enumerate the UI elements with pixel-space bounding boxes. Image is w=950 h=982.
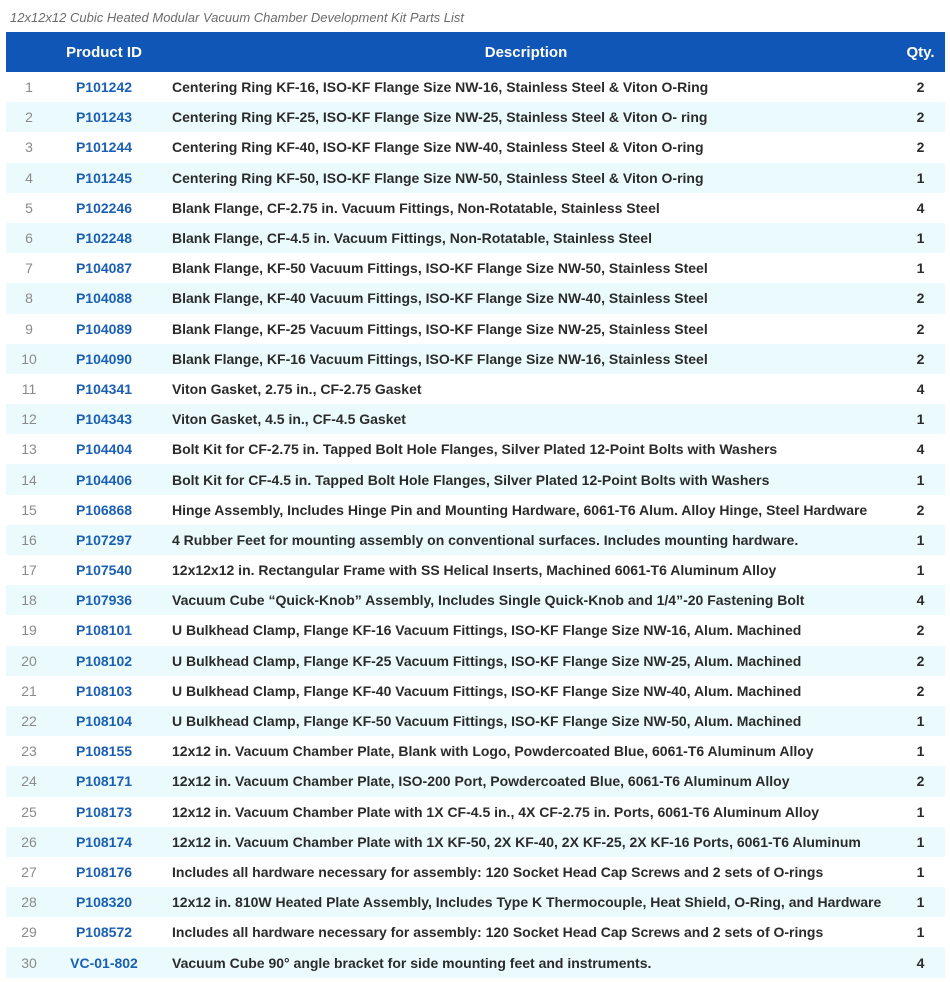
- description: 12x12 in. Vacuum Chamber Plate, ISO-200 Port, Powdercoated Blue, 6061-T6 Aluminum Alloy: [172, 773, 790, 790]
- product-id: P104089: [75, 320, 133, 337]
- product-id: P104090: [75, 350, 133, 367]
- row-number: 26: [21, 833, 37, 850]
- table-row: [6, 736, 945, 766]
- description: Hinge Assembly, Includes Hinge Pin and Mounting Hardware, 6061-T6 Alum. Alloy Hinge, Steel Hardware: [172, 501, 868, 518]
- product-id: P104343: [75, 411, 133, 428]
- quantity: 1: [916, 411, 925, 428]
- product-id: P104406: [75, 471, 133, 488]
- table-row: [6, 706, 945, 736]
- description: 12x12x12 in. Rectangular Frame with SS Helical Inserts, Machined 6061-T6 Aluminum Alloy: [172, 562, 777, 579]
- quantity: 1: [916, 471, 925, 488]
- table-row: [6, 132, 945, 162]
- description: Includes all hardware necessary for assembly: 120 Socket Head Cap Screws and 2 sets of O-rings: [172, 924, 824, 941]
- table-row: [6, 72, 945, 102]
- table-row: [6, 525, 945, 555]
- description: 12x12 in. Vacuum Chamber Plate with 1X KF-50, 2X KF-40, 2X KF-25, 2X KF-16 Ports, 6061-T6 Aluminum: [172, 833, 861, 850]
- row-number: 23: [21, 743, 37, 760]
- description: Includes all hardware necessary for assembly: 120 Socket Head Cap Screws and 2 sets of O-rings: [172, 863, 824, 880]
- quantity: 4: [916, 199, 925, 216]
- quantity: 1: [916, 863, 925, 880]
- header-product-id: Product ID: [66, 43, 142, 61]
- table-row: [6, 585, 945, 615]
- row-number: 16: [21, 531, 37, 548]
- row-number: 2: [25, 109, 33, 126]
- row-number: 17: [21, 562, 37, 579]
- table-row: [6, 676, 945, 706]
- row-number: 9: [25, 320, 33, 337]
- table-row: [6, 827, 945, 857]
- row-number: 10: [21, 350, 37, 367]
- description: U Bulkhead Clamp, Flange KF-50 Vacuum Fittings, ISO-KF Flange Size NW-50, Alum. Machined: [172, 713, 802, 730]
- quantity: 1: [916, 260, 925, 277]
- table-row: [6, 163, 945, 193]
- quantity: 1: [916, 803, 925, 820]
- product-id: P104404: [75, 441, 133, 458]
- table-row: [6, 102, 945, 132]
- product-id: P108320: [75, 894, 133, 911]
- row-number: 24: [21, 773, 37, 790]
- product-id: VC-01-802: [70, 954, 138, 971]
- quantity: 2: [916, 682, 925, 699]
- quantity: 4: [916, 380, 925, 397]
- description: Blank Flange, KF-16 Vacuum Fittings, ISO-KF Flange Size NW-16, Stainless Steel: [172, 350, 708, 367]
- description: U Bulkhead Clamp, Flange KF-16 Vacuum Fittings, ISO-KF Flange Size NW-16, Alum. Machined: [172, 622, 802, 639]
- description: Bolt Kit for CF-2.75 in. Tapped Bolt Hole Flanges, Silver Plated 12-Point Bolts with Washers: [172, 441, 778, 458]
- product-id: P108155: [75, 743, 133, 760]
- table-row: [6, 344, 945, 374]
- table-row: [6, 555, 945, 585]
- table-row: [6, 947, 945, 977]
- description: U Bulkhead Clamp, Flange KF-40 Vacuum Fittings, ISO-KF Flange Size NW-40, Alum. Machined: [172, 682, 802, 699]
- product-id: P108104: [75, 713, 133, 730]
- quantity: 1: [916, 230, 925, 247]
- row-number: 4: [25, 169, 33, 186]
- description: Vacuum Cube “Quick-Knob” Assembly, Includes Single Quick-Knob and 1/4”-20 Fastening Bolt: [172, 592, 805, 609]
- table-row: [6, 917, 945, 947]
- row-number: 21: [21, 682, 37, 699]
- table-row: [6, 615, 945, 645]
- row-number: 13: [21, 441, 37, 458]
- header-qty: Qty.: [906, 43, 935, 61]
- product-id: P108173: [75, 803, 133, 820]
- row-number: 18: [21, 592, 37, 609]
- quantity: 4: [916, 954, 925, 971]
- product-id: P107936: [75, 592, 133, 609]
- description: Blank Flange, CF-2.75 in. Vacuum Fittings, Non-Rotatable, Stainless Steel: [172, 199, 660, 216]
- row-number: 1: [25, 79, 33, 96]
- product-id: P104087: [75, 260, 133, 277]
- description: Viton Gasket, 4.5 in., CF-4.5 Gasket: [172, 411, 406, 428]
- table-header-row: [6, 32, 945, 72]
- quantity: 4: [916, 441, 925, 458]
- quantity: 1: [916, 743, 925, 760]
- quantity: 1: [916, 894, 925, 911]
- quantity: 1: [916, 531, 925, 548]
- table-caption: 12x12x12 Cubic Heated Modular Vacuum Chamber Development Kit Parts List: [10, 10, 465, 25]
- product-id: P102246: [75, 199, 133, 216]
- product-id: P107540: [75, 562, 133, 579]
- row-number: 7: [25, 260, 33, 277]
- table-row: [6, 646, 945, 676]
- row-number: 20: [21, 652, 37, 669]
- table-row: [6, 223, 945, 253]
- quantity: 2: [916, 773, 925, 790]
- row-number: 27: [21, 863, 37, 880]
- product-id: P108171: [75, 773, 133, 790]
- product-id: P108102: [75, 652, 133, 669]
- table-row: [6, 464, 945, 494]
- description: 12x12 in. 810W Heated Plate Assembly, Includes Type K Thermocouple, Heat Shield, O-Ring, and Hardware: [172, 894, 882, 911]
- description: Blank Flange, CF-4.5 in. Vacuum Fittings, Non-Rotatable, Stainless Steel: [172, 230, 652, 247]
- table-row: [6, 283, 945, 313]
- description: Vacuum Cube 90° angle bracket for side mounting feet and instruments.: [172, 954, 652, 971]
- quantity: 1: [916, 713, 925, 730]
- row-number: 3: [25, 139, 33, 156]
- row-number: 6: [25, 230, 33, 247]
- description: Bolt Kit for CF-4.5 in. Tapped Bolt Hole Flanges, Silver Plated 12-Point Bolts with Washers: [172, 471, 770, 488]
- row-number: 12: [21, 411, 37, 428]
- quantity: 2: [916, 109, 925, 126]
- product-id: P101244: [75, 139, 133, 156]
- header-row-number: [6, 32, 52, 72]
- row-number: 19: [21, 622, 37, 639]
- product-id: P108101: [75, 622, 133, 639]
- row-number: 11: [21, 380, 37, 397]
- table-row: [6, 253, 945, 283]
- product-id: P101245: [75, 169, 133, 186]
- table-row: [6, 857, 945, 887]
- description: Blank Flange, KF-50 Vacuum Fittings, ISO-KF Flange Size NW-50, Stainless Steel: [172, 260, 708, 277]
- description: U Bulkhead Clamp, Flange KF-25 Vacuum Fittings, ISO-KF Flange Size NW-25, Alum. Machined: [172, 652, 802, 669]
- quantity: 1: [916, 562, 925, 579]
- description: Centering Ring KF-25, ISO-KF Flange Size NW-25, Stainless Steel & Viton O- ring: [172, 109, 708, 126]
- description: 12x12 in. Vacuum Chamber Plate, Blank with Logo, Powdercoated Blue, 6061-T6 Aluminum Alloy: [172, 743, 814, 760]
- parts-list-table: [6, 32, 945, 978]
- header-description: Description: [484, 43, 568, 61]
- table-row: [6, 434, 945, 464]
- row-number: 29: [21, 924, 37, 941]
- quantity: 2: [916, 622, 925, 639]
- table-row: [6, 404, 945, 434]
- quantity: 4: [916, 592, 925, 609]
- quantity: 2: [916, 350, 925, 367]
- description: Centering Ring KF-50, ISO-KF Flange Size NW-50, Stainless Steel & Viton O-ring: [172, 169, 704, 186]
- table-row: [6, 193, 945, 223]
- quantity: 2: [916, 501, 925, 518]
- quantity: 1: [916, 833, 925, 850]
- quantity: 1: [916, 169, 925, 186]
- quantity: 2: [916, 320, 925, 337]
- description: Viton Gasket, 2.75 in., CF-2.75 Gasket: [172, 380, 422, 397]
- table-row: [6, 374, 945, 404]
- row-number: 22: [21, 713, 37, 730]
- quantity: 2: [916, 290, 925, 307]
- quantity: 2: [916, 79, 925, 96]
- product-id: P106868: [75, 501, 133, 518]
- row-number: 8: [25, 290, 33, 307]
- product-id: P104088: [75, 290, 133, 307]
- description: Centering Ring KF-16, ISO-KF Flange Size NW-16, Stainless Steel & Viton O-Ring: [172, 79, 709, 96]
- row-number: 15: [21, 501, 37, 518]
- table-row: [6, 887, 945, 917]
- description: Centering Ring KF-40, ISO-KF Flange Size NW-40, Stainless Steel & Viton O-ring: [172, 139, 704, 156]
- table-row: [6, 766, 945, 796]
- row-number: 14: [21, 471, 37, 488]
- table-row: [6, 797, 945, 827]
- product-id: P108572: [75, 924, 133, 941]
- quantity: 1: [916, 924, 925, 941]
- product-id: P107297: [75, 531, 133, 548]
- row-number: 28: [21, 894, 37, 911]
- product-id: P108174: [75, 833, 133, 850]
- product-id: P102248: [75, 230, 133, 247]
- row-number: 30: [21, 954, 37, 971]
- product-id: P101243: [75, 109, 133, 126]
- product-id: P108176: [75, 863, 133, 880]
- product-id: P108103: [75, 682, 133, 699]
- table-row: [6, 495, 945, 525]
- description: Blank Flange, KF-40 Vacuum Fittings, ISO-KF Flange Size NW-40, Stainless Steel: [172, 290, 708, 307]
- description: 12x12 in. Vacuum Chamber Plate with 1X CF-4.5 in., 4X CF-2.75 in. Ports, 6061-T6 Aluminum Alloy: [172, 803, 820, 820]
- row-number: 5: [25, 199, 33, 216]
- description: Blank Flange, KF-25 Vacuum Fittings, ISO-KF Flange Size NW-25, Stainless Steel: [172, 320, 708, 337]
- row-number: 25: [21, 803, 37, 820]
- product-id: P104341: [75, 380, 133, 397]
- table-row: [6, 314, 945, 344]
- quantity: 2: [916, 139, 925, 156]
- description: 4 Rubber Feet for mounting assembly on conventional surfaces. Includes mounting hardware.: [172, 531, 799, 548]
- product-id: P101242: [75, 79, 133, 96]
- quantity: 2: [916, 652, 925, 669]
